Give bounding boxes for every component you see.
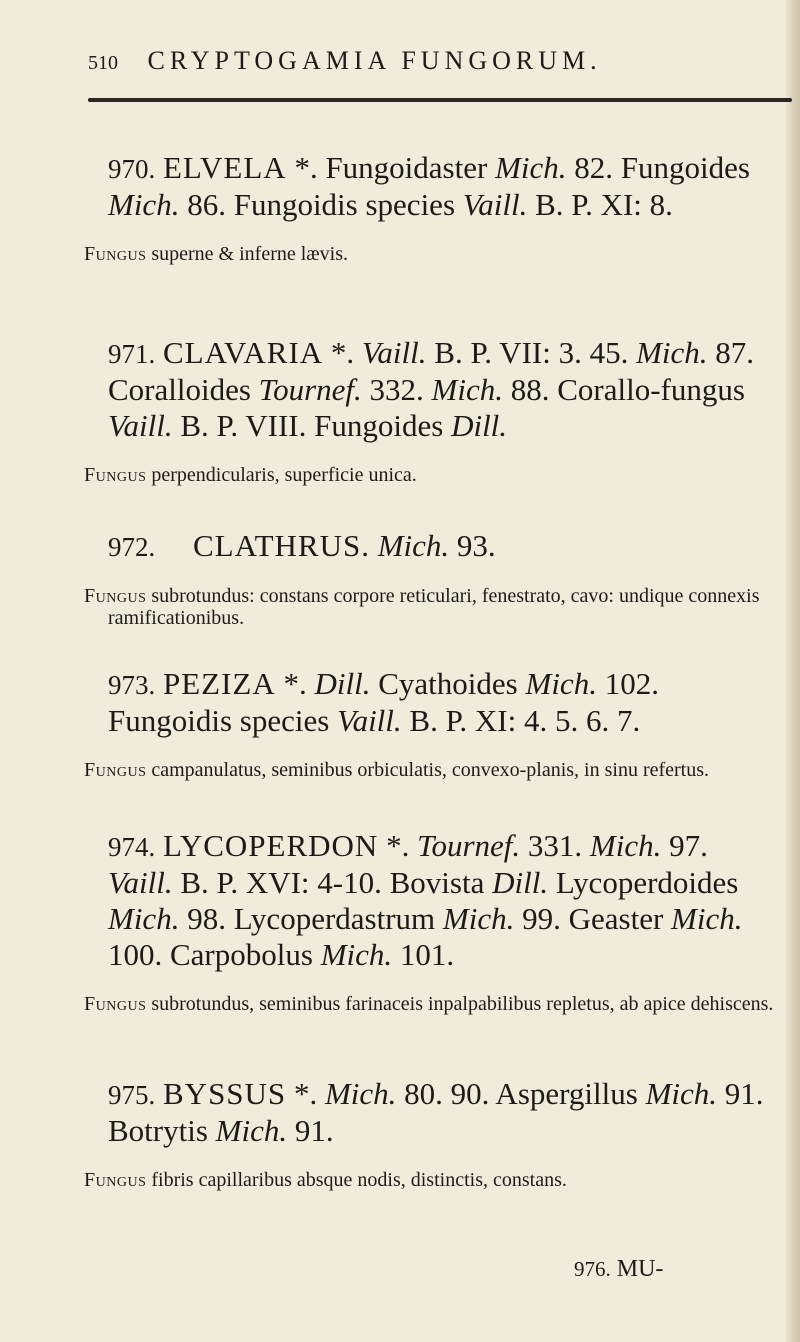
entry-mark: *. [283, 666, 307, 701]
entry-heading [108, 1076, 768, 1149]
desc-lead: Fungus [84, 759, 147, 781]
genus-name: BYSSUS [163, 1076, 287, 1111]
entry-peziza [84, 666, 768, 781]
desc-text: superne & inferne lævis. [151, 243, 348, 265]
entry-lycoperdon [84, 828, 774, 1015]
genus-name: LYCOPERDON [163, 828, 379, 863]
entry-refs: Dill. Cyathoides Mich. 102. Fungoidis species Vaill. B. P. XI: 4. 5. 6. 7. [108, 666, 659, 738]
entry-mark: *. [386, 828, 410, 863]
genus-name: ELVELA [163, 150, 287, 185]
entry-elvela [84, 150, 768, 265]
desc-lead: Fungus [84, 585, 147, 607]
entry-heading [108, 828, 768, 973]
entry-number: 970. [108, 154, 156, 184]
entry-refs: Mich. 80. 90. Aspergillus Mich. 91. Botrytis Mich. 91. [108, 1076, 764, 1148]
running-title: CRYPTOGAMIA FUNGORUM. [147, 46, 602, 75]
entry-mark: *. [294, 150, 318, 185]
entry-mark: *. [330, 335, 355, 370]
entry-heading [108, 528, 768, 565]
desc-text: subrotundus: constans corpore reticulari, fenestrato, cavo: undique connexis ramificationibus. [108, 585, 760, 629]
entry-number: 974. [108, 832, 156, 862]
entry-number: 973. [108, 670, 156, 700]
entry-heading [108, 335, 768, 444]
entry-byssus [84, 1076, 768, 1191]
entry-description [84, 243, 778, 265]
genus-name: PEZIZA [163, 666, 276, 701]
page-edge [786, 0, 800, 1342]
desc-lead: Fungus [84, 993, 147, 1015]
page-number: 510 [88, 52, 118, 74]
catchword [574, 1256, 663, 1283]
entry-heading [108, 666, 768, 739]
desc-text: campanulatus, seminibus orbiculatis, convexo-planis, in sinu refertus. [151, 759, 710, 781]
desc-lead: Fungus [84, 1169, 147, 1191]
entry-number: 972. [108, 532, 156, 562]
catchword-text: MU- [616, 1256, 664, 1282]
header-rule [88, 98, 792, 102]
entry-description [84, 464, 778, 486]
desc-text: fibris capillaribus absque nodis, distinctis, constans. [151, 1169, 567, 1191]
desc-text: perpendicularis, superficie unica. [151, 464, 417, 486]
entry-clavaria [84, 335, 768, 486]
entry-refs: Vaill. B. P. VII: 3. 45. Mich. 87. Coralloides Tournef. 332. Mich. 88. Corallo-fungus Vaill. B. P. VIII. Fungoides Dill. [108, 335, 755, 443]
desc-lead: Fungus [84, 243, 147, 265]
desc-lead: Fungus [84, 464, 147, 486]
entry-clathrus [84, 528, 768, 629]
entry-description [84, 993, 778, 1015]
entry-number: 971. [108, 339, 156, 369]
entry-number: 975. [108, 1080, 156, 1110]
entry-heading [108, 150, 768, 223]
entry-mark: *. [293, 1076, 318, 1111]
entry-description [84, 759, 778, 781]
desc-text: subrotundus, seminibus farinaceis inpalpabilibus repletus, ab apice dehiscens. [151, 993, 774, 1015]
entry-refs: Fungoidaster Mich. 82. Fungoides Mich. 86. Fungoidis species Vaill. B. P. XI: 8. [108, 150, 750, 222]
genus-name: CLATHRUS. [193, 528, 370, 563]
catchword-number: 976. [574, 1257, 611, 1281]
entry-refs: Tournef. 331. Mich. 97. Vaill. B. P. XVI: 4-10. Bovista Dill. Lycoperdoides Mich. 98. Lycoperdastrum Mich. 99. Geaster Mich. 100. Carpobolus Mich. 101. [108, 828, 743, 972]
genus-name: CLAVARIA [163, 335, 324, 370]
entry-description [84, 1169, 778, 1191]
entry-description [84, 585, 778, 629]
running-head [88, 46, 728, 86]
entry-refs: Mich. 93. [377, 528, 496, 563]
